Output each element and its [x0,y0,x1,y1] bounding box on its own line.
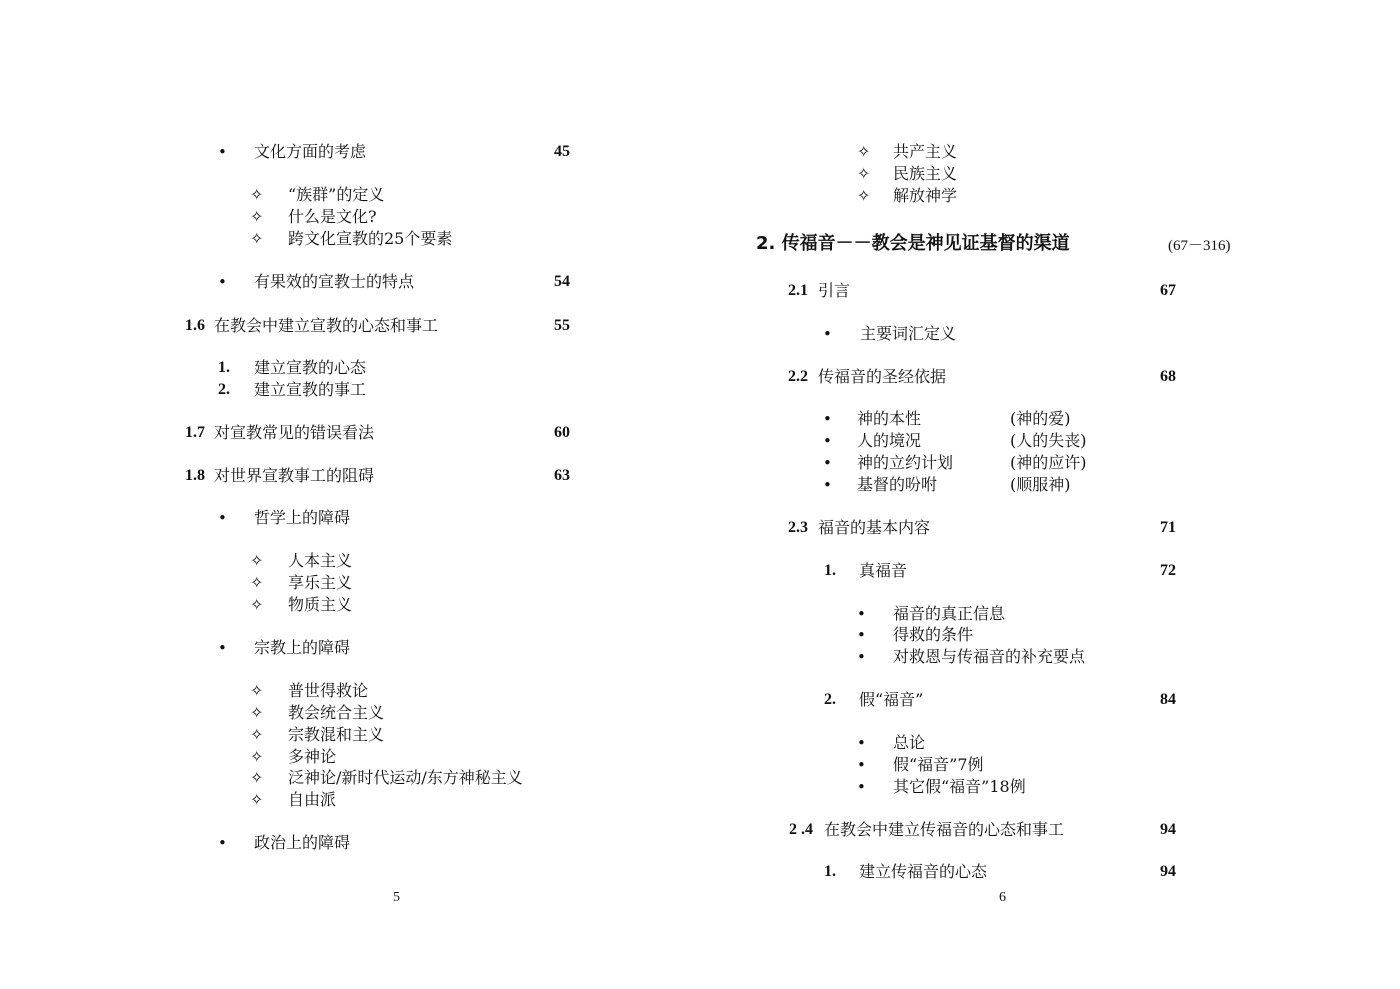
bullet-icon: • [857,626,866,644]
toc-subitem: 泛神论/新时代运动/东方神秘主义 [288,768,523,787]
toc-page: 55 [554,317,570,334]
toc-subitem: 共产主义 [893,142,958,161]
section-title: 引言 [818,281,851,300]
bullet-icon: • [857,778,866,796]
toc-subitem: 民族主义 [893,164,958,183]
section-number: 1.8 [185,467,205,484]
diamond-icon: ✧ [250,703,264,722]
toc-page: 63 [554,467,570,484]
toc-item: 政治上的障碍 [254,833,351,852]
toc-subitem: 多神论 [288,747,337,766]
toc-page: 94 [1160,821,1176,838]
toc-subitem: 解放神学 [893,186,958,205]
bullet-icon: • [823,410,832,428]
diamond-icon: ✧ [857,186,871,205]
toc-page: 72 [1160,562,1176,579]
toc-page: 71 [1160,519,1176,536]
section-number: 2.1 [788,282,808,299]
toc-subitem: 福音的真正信息 [893,604,1006,623]
diamond-icon: ✧ [250,790,264,809]
toc-note: (顺服神) [1010,475,1071,494]
section-title: 对宣教常见的错误看法 [214,423,375,442]
diamond-icon: ✧ [857,164,871,183]
section-title: 在教会中建立宣教的心态和事工 [214,316,439,335]
bullet-icon: • [823,454,832,472]
bullet-icon: • [218,639,227,657]
section-title: 对世界宣教事工的阻碍 [214,466,375,485]
toc-item: 人的境况 [857,431,922,450]
toc-subitem: 自由派 [288,790,337,809]
bullet-icon: • [857,605,866,623]
bullet-icon: • [823,476,832,494]
item-number: 2. [218,381,230,398]
item-number: 1. [824,863,836,880]
section-number: 2 .4 [789,821,813,838]
toc-item: 基督的吩咐 [857,475,938,494]
toc-item: 真福音 [859,561,908,580]
toc-subitem: 享乐主义 [288,573,353,592]
toc-page: 94 [1160,863,1176,880]
toc-item: 假“福音” [859,690,924,709]
diamond-icon: ✧ [250,551,264,570]
toc-subitem: 普世得救论 [288,681,369,700]
toc-subitem: 得救的条件 [893,625,974,644]
bullet-icon: • [823,432,832,450]
bullet-icon: • [857,648,866,666]
page-number: 5 [393,890,400,905]
bullet-icon: • [218,834,227,852]
right-page [700,0,1400,989]
toc-item: 建立传福音的心态 [859,862,988,881]
diamond-icon: ✧ [250,681,264,700]
diamond-icon: ✧ [250,573,264,592]
diamond-icon: ✧ [250,747,264,766]
toc-item: 神的立约计划 [857,453,954,472]
toc-page: 45 [554,143,570,160]
toc-item: 哲学上的障碍 [254,508,351,527]
toc-subitem: “族群”的定义 [288,185,385,204]
bullet-icon: • [857,756,866,774]
toc-item: 神的本性 [857,409,922,428]
toc-subitem: 什么是文化? [288,207,377,226]
toc-page: 84 [1160,691,1176,708]
toc-item: 宗教上的障碍 [254,638,351,657]
diamond-icon: ✧ [250,229,264,248]
section-title: 在教会中建立传福音的心态和事工 [824,820,1065,839]
toc-note: (神的爱) [1010,409,1071,428]
diamond-icon: ✧ [857,142,871,161]
toc-page: 67 [1160,282,1176,299]
page-number: 6 [999,890,1006,905]
section-number: 1.7 [185,424,205,441]
toc-item: 文化方面的考虑 [254,142,367,161]
toc-subitem: 假“福音”7例 [893,755,984,774]
toc-subitem: 宗教混和主义 [288,725,385,744]
diamond-icon: ✧ [250,207,264,226]
bullet-icon: • [218,509,227,527]
toc-page: 54 [554,273,570,290]
item-number: 1. [824,562,836,579]
toc-item: 建立宣教的事工 [254,380,367,399]
chapter-title: 2. 传福音－－教会是神见证基督的渠道 [756,233,1070,254]
bullet-icon: • [218,143,227,161]
toc-subitem: 跨文化宣教的25个要素 [288,229,453,248]
toc-note: (神的应许) [1010,453,1087,472]
chapter-page-range: (67－316) [1168,238,1231,254]
toc-subitem: 对救恩与传福音的补充要点 [893,647,1086,666]
toc-subitem: 人本主义 [288,551,353,570]
bullet-icon: • [218,273,227,291]
section-number: 2.2 [788,368,808,385]
item-number: 2. [824,691,836,708]
section-title: 传福音的圣经依据 [818,367,947,386]
toc-page: 68 [1160,368,1176,385]
diamond-icon: ✧ [250,725,264,744]
toc-item: 有果效的宣教士的特点 [254,272,415,291]
bullet-icon: • [823,325,832,343]
diamond-icon: ✧ [250,595,264,614]
diamond-icon: ✧ [250,185,264,204]
section-number: 2.3 [788,519,808,536]
item-number: 1. [218,359,230,376]
toc-page: 60 [554,424,570,441]
bullet-icon: • [857,734,866,752]
section-title: 福音的基本内容 [818,518,931,537]
toc-note: (人的失丧) [1010,431,1087,450]
toc-item: 主要词汇定义 [860,324,957,343]
toc-subitem: 物质主义 [288,595,353,614]
diamond-icon: ✧ [250,768,264,787]
toc-subitem: 总论 [893,733,926,752]
section-number: 1.6 [185,317,205,334]
toc-subitem: 其它假“福音”18例 [893,777,1026,796]
toc-subitem: 教会统合主义 [288,703,385,722]
toc-item: 建立宣教的心态 [254,358,367,377]
